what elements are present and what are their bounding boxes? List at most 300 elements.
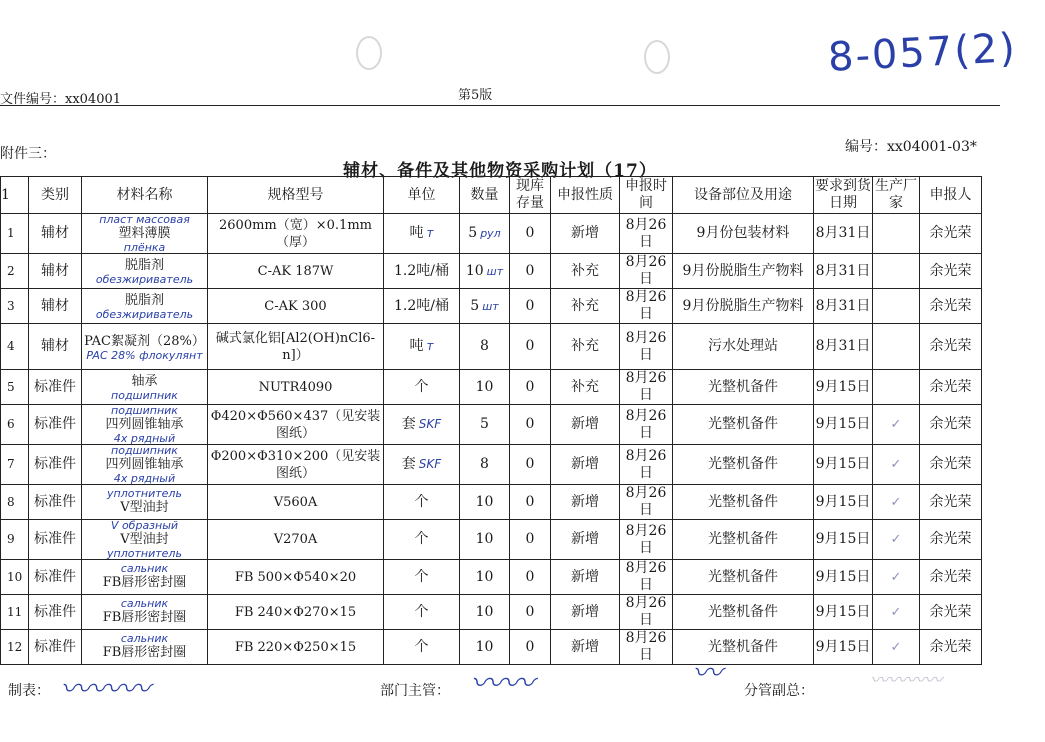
maker-cell (873, 630, 920, 665)
category-cell (29, 289, 82, 324)
stock: 0 (525, 493, 535, 510)
unit-cell (384, 560, 460, 595)
category: 标准件 (34, 493, 76, 510)
table-row (1, 595, 982, 630)
spec-cell (208, 370, 384, 405)
unit-cell (384, 324, 460, 370)
row-number: 4 (7, 339, 15, 353)
date-cell (620, 214, 673, 254)
date-cell (620, 289, 673, 324)
unit: 套 (401, 416, 416, 432)
category-cell (29, 254, 82, 289)
maker-cell (873, 405, 920, 445)
col-header: 申报人 (920, 177, 982, 214)
material-name-cell (82, 289, 208, 324)
dept-head-label: 部门主管： (380, 683, 450, 699)
quantity: 5 (470, 297, 480, 314)
material-name-cell (82, 520, 208, 560)
material-name-handwritten-2: подшипник (111, 389, 178, 402)
procurement-table (0, 176, 982, 665)
material-name-handwritten-2: 4х рядный (113, 472, 176, 485)
material-name-handwritten: V образный (110, 519, 179, 532)
table-row (1, 214, 982, 254)
reporter: 余光荣 (929, 225, 972, 241)
usage-cell (673, 595, 814, 630)
due-date-cell (814, 445, 873, 485)
quantity-cell (460, 289, 510, 324)
quantity: 5 (468, 225, 478, 241)
report-date: 8月26日 (625, 485, 667, 518)
reporter-cell (920, 254, 982, 289)
reporter: 余光荣 (929, 638, 972, 655)
document-number: 编号：xx04001-03* (845, 139, 977, 155)
nature-cell (551, 595, 620, 630)
spec-cell (208, 214, 384, 254)
material-name-cell (82, 254, 208, 289)
prepared-by-signature: 〰〰〰 (60, 672, 150, 707)
report-date: 8月26日 (625, 595, 667, 628)
stock-cell (510, 370, 551, 405)
version: 第5版 (458, 88, 493, 103)
unit: 个 (414, 493, 429, 510)
reporter: 余光荣 (929, 568, 972, 585)
category-cell (29, 595, 82, 630)
stock-cell (510, 289, 551, 324)
table-header-row (1, 177, 982, 214)
material-name-handwritten: сальник (120, 562, 169, 575)
usage: 光整机备件 (708, 456, 778, 472)
usage: 光整机备件 (708, 603, 778, 620)
material-name: 轴承 (131, 374, 158, 389)
spec-cell (208, 445, 384, 485)
unit-cell (384, 289, 460, 324)
material-name-handwritten: подшипник (111, 404, 178, 417)
report-date: 8月26日 (625, 447, 667, 481)
unit: 1.2吨/桶 (394, 297, 449, 314)
usage: 光整机备件 (708, 416, 778, 432)
category: 标准件 (34, 568, 76, 585)
maker-cell (873, 595, 920, 630)
maker-cell (873, 445, 920, 485)
quantity: 10 (475, 568, 494, 585)
material-name-handwritten-2: уплотнитель (107, 547, 182, 560)
material-name: PAC絮凝剂（28%） (84, 333, 205, 349)
nature-cell (551, 324, 620, 370)
usage-cell (673, 520, 814, 560)
material-name-cell (82, 405, 208, 445)
table-row (1, 324, 982, 370)
annex-label: 附件三： (0, 146, 56, 162)
date-cell (620, 445, 673, 485)
nature: 补充 (571, 338, 599, 354)
maker-check-mark: ✓ (890, 569, 902, 585)
row-number: 7 (7, 457, 15, 471)
unit-cell (384, 254, 460, 289)
usage-cell (673, 370, 814, 405)
reporter-cell (920, 485, 982, 520)
due-date: 9月15日 (815, 378, 871, 395)
date-cell (620, 520, 673, 560)
material-name: 塑料薄膜 (118, 226, 171, 241)
col-header: 材料名称 (82, 177, 208, 214)
usage: 光整机备件 (708, 493, 778, 510)
reporter-cell (920, 595, 982, 630)
row-number: 3 (7, 298, 15, 313)
usage-cell (673, 485, 814, 520)
stock-cell (510, 485, 551, 520)
category-cell (29, 214, 82, 254)
material-name: FB唇形密封圈 (102, 610, 187, 625)
table-row (1, 370, 982, 405)
table-row (1, 520, 982, 560)
row-number-cell (1, 324, 29, 370)
spec-cell (208, 405, 384, 445)
reporter: 余光荣 (929, 338, 972, 354)
unit: 吨 (409, 338, 424, 354)
report-date: 8月26日 (625, 370, 667, 403)
material-name-handwritten: сальник (120, 597, 169, 610)
maker-check-mark: ✓ (890, 532, 902, 547)
row-number: 5 (7, 379, 15, 394)
usage: 光整机备件 (708, 531, 778, 547)
maker-check-mark: ✓ (890, 417, 902, 432)
usage: 9月份包装材料 (696, 225, 790, 241)
material-name: V型油封 (120, 532, 169, 547)
quantity-cell (460, 405, 510, 445)
stock-cell (510, 595, 551, 630)
material-name-handwritten-2: PAC 28% флокулянт (86, 348, 203, 362)
spec-cell (208, 595, 384, 630)
material-name-cell (82, 595, 208, 630)
handwritten-code: 8-057(2) (826, 25, 1018, 81)
row-number-cell (1, 560, 29, 595)
maker-cell (873, 214, 920, 254)
row-number: 1 (7, 226, 15, 240)
usage-cell (673, 405, 814, 445)
table-row (1, 485, 982, 520)
stock: 0 (525, 262, 535, 279)
material-name: FB唇形密封圈 (102, 575, 187, 590)
stock-cell (510, 560, 551, 595)
unit-cell (384, 445, 460, 485)
material-name-handwritten: пласт массовая (99, 213, 190, 226)
material-name-cell (82, 560, 208, 595)
unit-cell (384, 370, 460, 405)
stock-cell (510, 405, 551, 445)
category-cell (29, 560, 82, 595)
reporter-cell (920, 289, 982, 324)
row-number-cell (1, 254, 29, 289)
material-name-handwritten: подшипник (111, 444, 178, 457)
material-name-handwritten-2: 4х рядный (113, 432, 176, 445)
category-cell (29, 485, 82, 520)
header-rule (0, 105, 1000, 106)
reporter-cell (920, 560, 982, 595)
due-date-cell (814, 485, 873, 520)
category: 标准件 (34, 416, 76, 432)
page-title: 辅材、备件及其他物资采购计划（17） (343, 161, 657, 181)
quantity-cell (460, 254, 510, 289)
row-number-cell (1, 445, 29, 485)
due-date: 9月15日 (815, 456, 871, 472)
material-name-cell (82, 370, 208, 405)
due-date: 8月31日 (815, 262, 871, 279)
unit-cell (384, 405, 460, 445)
date-cell (620, 370, 673, 405)
report-date: 8月26日 (625, 216, 667, 250)
nature: 补充 (571, 297, 599, 314)
col-header: 要求到货日期 (814, 177, 873, 214)
category: 标准件 (34, 638, 76, 655)
date-cell (620, 595, 673, 630)
reporter-cell (920, 630, 982, 665)
col-header: 生产厂家 (873, 177, 920, 214)
unit: 个 (414, 603, 429, 620)
material-name-cell (82, 485, 208, 520)
stock: 0 (525, 531, 535, 547)
reporter: 余光荣 (929, 262, 972, 279)
stock-cell (510, 324, 551, 370)
maker-check-mark: ✓ (890, 639, 902, 655)
unit: 个 (414, 531, 429, 547)
material-name: V型油封 (120, 500, 169, 515)
spec: V270A (273, 532, 318, 547)
category-cell (29, 520, 82, 560)
vp-label: 分管副总： (744, 683, 814, 699)
maker-cell (873, 289, 920, 324)
material-name-cell (82, 630, 208, 665)
material-name-handwritten-2: плёнка (123, 241, 166, 254)
nature-cell (551, 405, 620, 445)
report-date: 8月26日 (625, 329, 667, 363)
spec: FB 220×Φ250×15 (234, 639, 357, 655)
unit: 个 (414, 378, 429, 395)
category: 辅材 (41, 338, 69, 354)
usage-cell (673, 560, 814, 595)
binder-hole-right (644, 40, 670, 74)
maker-cell (873, 254, 920, 289)
row-number: 11 (7, 604, 23, 619)
due-date-cell (814, 560, 873, 595)
nature-cell (551, 445, 620, 485)
table-body (1, 214, 982, 665)
quantity-cell (460, 485, 510, 520)
row-number-cell (1, 370, 29, 405)
due-date: 8月31日 (815, 225, 871, 241)
spec-cell (208, 560, 384, 595)
spec: Φ420×Φ560×437（见安装图纸） (210, 408, 381, 441)
nature: 新增 (571, 568, 599, 585)
spec: FB 240×Φ270×15 (234, 604, 357, 620)
table-row (1, 289, 982, 324)
col-header: 申报时间 (620, 177, 673, 214)
nature-cell (551, 370, 620, 405)
stock-cell (510, 445, 551, 485)
maker-cell (873, 324, 920, 370)
row-number-cell (1, 289, 29, 324)
usage-cell (673, 289, 814, 324)
due-date: 9月15日 (815, 603, 871, 620)
quantity: 10 (475, 603, 494, 620)
category: 辅材 (41, 225, 69, 241)
row-number: 12 (7, 639, 23, 654)
nature-cell (551, 254, 620, 289)
reporter-cell (920, 370, 982, 405)
reporter-cell (920, 324, 982, 370)
stock: 0 (525, 378, 535, 395)
usage: 光整机备件 (708, 568, 778, 585)
quantity: 10 (475, 378, 494, 395)
report-date: 8月26日 (625, 560, 667, 593)
stock: 0 (525, 456, 535, 472)
usage-cell (673, 214, 814, 254)
material-name-cell (82, 445, 208, 485)
quantity-handwritten: шт (486, 264, 504, 278)
quantity: 5 (480, 416, 489, 432)
spec: NUTR4090 (258, 379, 333, 395)
date-cell (620, 630, 673, 665)
due-date: 8月31日 (815, 297, 871, 314)
col-header: 数量 (460, 177, 510, 214)
quantity: 8 (480, 456, 489, 472)
stock: 0 (525, 416, 535, 432)
due-date: 9月15日 (815, 568, 871, 585)
unit: 1.2吨/桶 (394, 262, 449, 279)
maker-check-mark: ✓ (890, 494, 902, 510)
col-header: 现库存量 (510, 177, 551, 214)
category: 辅材 (41, 297, 69, 314)
spec: C-AK 300 (264, 298, 327, 314)
row-number: 8 (7, 494, 15, 509)
unit-cell (384, 595, 460, 630)
due-date-cell (814, 254, 873, 289)
quantity-cell (460, 595, 510, 630)
category: 标准件 (34, 378, 76, 395)
nature: 新增 (571, 531, 599, 547)
unit-cell (384, 214, 460, 254)
category: 标准件 (34, 603, 76, 620)
due-date-cell (814, 595, 873, 630)
date-cell (620, 560, 673, 595)
date-cell (620, 405, 673, 445)
material-name-cell (82, 214, 208, 254)
unit: 个 (414, 638, 429, 655)
reporter-cell (920, 520, 982, 560)
file-number: 文件编号：xx04001 (0, 92, 122, 107)
spec: FB 500×Φ540×20 (234, 569, 357, 585)
category: 标准件 (34, 456, 76, 472)
reporter: 余光荣 (929, 531, 972, 547)
stock: 0 (525, 638, 535, 655)
stock-cell (510, 214, 551, 254)
unit-cell (384, 630, 460, 665)
table-row (1, 560, 982, 595)
nature-cell (551, 214, 620, 254)
binder-hole-left (356, 36, 382, 70)
reporter: 余光荣 (929, 378, 972, 395)
stock: 0 (525, 603, 535, 620)
row-number: 6 (7, 417, 15, 431)
quantity-cell (460, 560, 510, 595)
material-name-cell (82, 324, 208, 370)
due-date-cell (814, 405, 873, 445)
col-header: 申报性质 (551, 177, 620, 214)
stock: 0 (525, 225, 535, 241)
category: 辅材 (41, 262, 69, 279)
category-cell (29, 405, 82, 445)
row-number-cell (1, 520, 29, 560)
report-date: 8月26日 (625, 522, 667, 556)
quantity: 10 (465, 262, 484, 279)
date-cell (620, 324, 673, 370)
prepared-by-label: 制表： (8, 683, 50, 699)
material-name-handwritten-2: обезжириватель (95, 308, 194, 321)
row-number-cell (1, 595, 29, 630)
due-date: 9月15日 (815, 531, 871, 547)
reporter: 余光荣 (929, 493, 972, 510)
nature-cell (551, 289, 620, 324)
nature: 补充 (571, 262, 599, 279)
nature-cell (551, 520, 620, 560)
spec-cell (208, 520, 384, 560)
col-header: 类别 (29, 177, 82, 214)
due-date-cell (814, 630, 873, 665)
unit-handwritten: т (426, 339, 434, 353)
reporter: 余光荣 (929, 603, 972, 620)
usage: 9月份脱脂生产物料 (682, 297, 804, 314)
due-date: 9月15日 (815, 638, 871, 655)
maker-check-mark: ✓ (890, 604, 902, 620)
unit-handwritten: SKF (418, 457, 442, 471)
spec-cell (208, 289, 384, 324)
due-date: 9月15日 (815, 493, 871, 510)
nature: 新增 (571, 225, 599, 241)
material-name: 四列圆锥轴承 (105, 417, 184, 432)
maker-cell (873, 485, 920, 520)
usage: 9月份脱脂生产物料 (682, 262, 804, 279)
report-date: 8月26日 (625, 289, 667, 322)
nature: 新增 (571, 493, 599, 510)
quantity-cell (460, 324, 510, 370)
category-cell (29, 630, 82, 665)
due-date-cell (814, 289, 873, 324)
stock-cell (510, 254, 551, 289)
usage-cell (673, 445, 814, 485)
nature: 新增 (571, 638, 599, 655)
row-number: 2 (7, 263, 15, 278)
usage: 光整机备件 (708, 378, 778, 395)
report-date: 8月26日 (625, 407, 667, 441)
stock: 0 (525, 338, 535, 354)
spec-cell (208, 254, 384, 289)
spec-cell (208, 324, 384, 370)
report-date: 8月26日 (625, 254, 667, 287)
stock-cell (510, 520, 551, 560)
col-header: 单位 (384, 177, 460, 214)
unit-handwritten: т (426, 226, 434, 240)
spec: 2600mm（宽）×0.1mm（厚） (219, 217, 372, 250)
usage: 污水处理站 (708, 338, 778, 354)
stock: 0 (525, 297, 535, 314)
col-header: 规格型号 (208, 177, 384, 214)
date-cell (620, 254, 673, 289)
spec-cell (208, 630, 384, 665)
nature-cell (551, 485, 620, 520)
category-cell (29, 324, 82, 370)
reporter-cell (920, 214, 982, 254)
nature: 新增 (571, 456, 599, 472)
nature-cell (551, 560, 620, 595)
